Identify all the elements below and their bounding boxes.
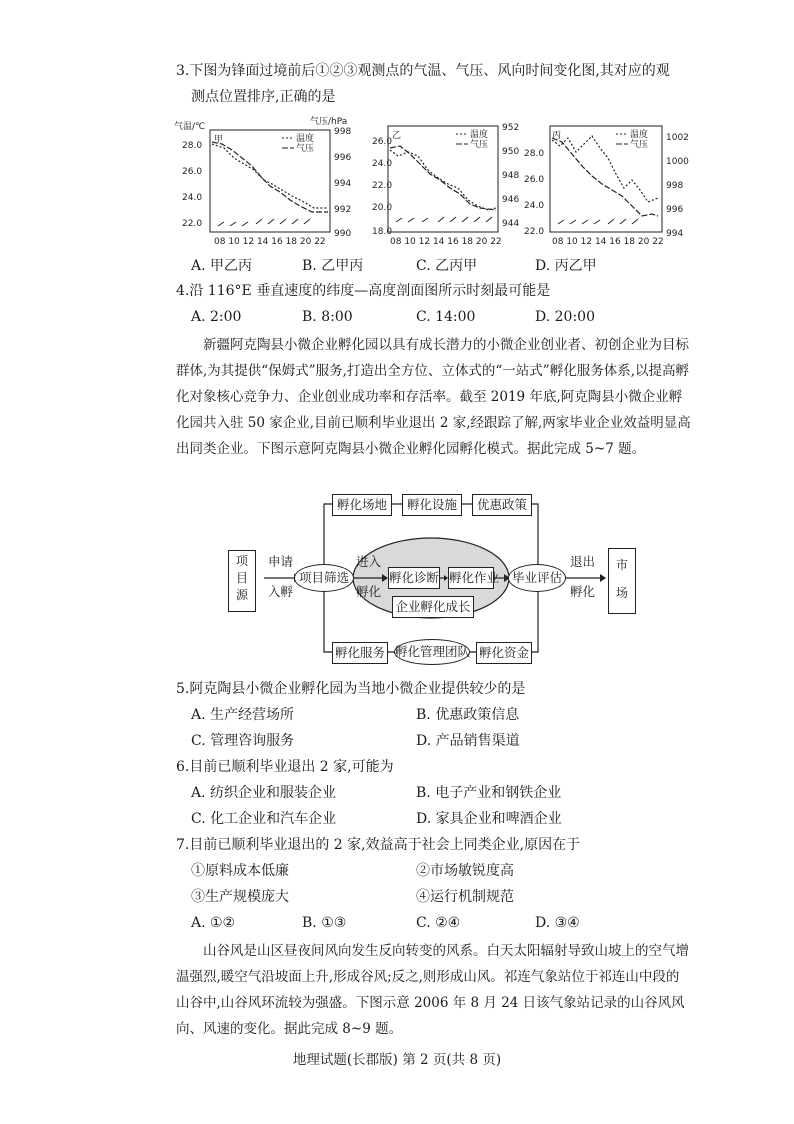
chart-bing-rt-4: 994 [666,229,684,239]
q3-option-c[interactable]: C. 乙丙甲 [416,258,478,274]
chart-yi-rt-3: 946 [502,195,520,205]
chart-bing-rt-0: 1002 [666,133,689,143]
passage-mountain-valley-wind: 山谷风是山区昼夜间风向发生反向转变的风系。白天太阳辐射导致山坡上的空气增温强烈,暖空气沿坡面上升,形成谷风;反之,则形成山风。祁连气象站位于祁连山中段的山谷中,山谷风环流较为强盛。下图示意 2006 年 8 月 24 日该气象站记录的山谷风风向、风速的变化。据此完成 8~9 题。 [176,943,689,1037]
q7-item-3: ③生产规模庞大 [191,889,289,905]
q4-option-c[interactable]: C. 14:00 [416,309,476,325]
chart-jia-xticks: 08 10 12 14 16 18 20 22 [214,237,326,247]
flow-exit-2: 孵化 [570,584,596,599]
chart-jia [172,118,372,250]
chart-yi-lt-0: 26.0 [372,137,393,147]
chart-bing-rt-1: 1000 [666,157,689,167]
chart-jia-rt-1: 996 [334,153,352,163]
chart-bing-lt-3: 22.0 [524,227,545,237]
chart-jia-panel: 甲 [214,135,224,145]
chart-jia-lt-3: 22.0 [182,219,203,229]
flow-incubation-site: 孵化场地 [332,494,392,516]
flow-apply-1: 申请 [268,554,294,569]
chart-jia-left-label: 气温/℃ [174,122,206,132]
flow-enter-2: 孵化 [356,584,382,599]
chart-yi-press-line [390,146,496,210]
chart-yi-lt-1: 24.0 [372,159,393,169]
q4-option-d[interactable]: D. 20:00 [535,309,595,325]
chart-yi [372,118,538,250]
chart-yi-rt-4: 944 [502,219,520,229]
flow-operation: 孵化作业 [448,567,494,589]
chart-yi-wind-barbs [396,217,492,222]
flow-exit-1: 退出 [570,554,596,569]
chart-bing [524,118,708,250]
flow-project-source: 项目源 [228,550,256,612]
chart-jia-lt-1: 26.0 [182,167,203,177]
chart-jia-legend-press: 气压 [296,144,315,154]
q4-stem: 4.沿 116°E 垂直速度的纬度—高度剖面图所示时刻最可能是 [176,283,551,299]
chart-jia-rt-3: 992 [334,205,352,215]
flow-market: 市场 [608,548,636,614]
chart-bing-lt-1: 26.0 [524,175,545,185]
flow-apply-2: 入孵 [268,584,294,599]
chart-bing-panel: 丙 [552,131,562,141]
q3-stem-line2: 测点位置排序,正确的是 [191,89,336,105]
q7-item-1: ①原料成本低廉 [191,863,289,879]
q6-option-a[interactable]: A. 纺织企业和服装企业 [191,785,337,801]
chart-bing-wind-barbs [558,219,638,224]
flow-enter-1: 进入 [356,554,382,569]
chart-jia-rt-2: 994 [334,179,352,189]
q5-option-c[interactable]: C. 管理咨询服务 [191,733,295,749]
q3-stem-line1: 3.下图为锋面过境前后①②③观测点的气温、气压、风向时间变化图,其对应的观 [176,63,670,79]
flow-project-screening: 项目筛选 [294,564,354,592]
chart-yi-lt-4: 18.0 [372,227,393,237]
q5-stem: 5.阿克陶县小微企业孵化园为当地小微企业提供较少的是 [176,681,526,697]
chart-yi-rt-0: 952 [502,123,520,133]
incubation-flow-diagram [228,490,638,670]
chart-jia-wind-barbs [218,219,310,226]
chart-jia-rt-0: 998 [334,127,352,137]
q7-item-4: ④运行机制规范 [416,889,514,905]
chart-yi-panel: 乙 [392,131,402,141]
q3-option-b[interactable]: B. 乙甲丙 [302,258,364,274]
flow-incubation-facilities: 孵化设施 [402,494,462,516]
chart-yi-lt-2: 22.0 [372,181,393,191]
chart-jia-rt-4: 990 [334,229,352,239]
q7-option-b[interactable]: B. ①③ [302,915,347,931]
q6-option-c[interactable]: C. 化工企业和汽车企业 [191,811,337,827]
flow-management-team: 孵化管理团队 [394,639,470,665]
q3-option-d[interactable]: D. 丙乙甲 [535,258,597,274]
q6-stem: 6.目前已顺利毕业退出 2 家,可能为 [176,759,394,775]
q7-item-2: ②市场敏锐度高 [416,863,514,879]
chart-yi-lt-3: 20.0 [372,203,393,213]
chart-bing-rt-3: 996 [666,205,684,215]
chart-jia-right-label: 气压/hPa [310,117,348,127]
chart-bing-lt-0: 28.0 [524,149,545,159]
chart-jia-legend-temp: 温度 [296,134,315,144]
chart-bing-lt-2: 24.0 [524,201,545,211]
flow-incubation-funds: 孵化资金 [476,642,532,664]
chart-bing-rt-2: 998 [666,181,684,191]
page-footer: 地理试题(长郡版) 第 2 页(共 8 页) [292,1052,502,1068]
chart-bing-xticks: 08 10 12 14 16 18 20 22 [552,237,664,247]
chart-bing-legend-temp: 温度 [630,130,649,140]
q4-option-b[interactable]: B. 8:00 [302,309,353,325]
q7-option-d[interactable]: D. ③④ [535,915,580,931]
flow-diagnosis: 孵化诊断 [388,567,440,589]
passage-incubator: 新疆阿克陶县小微企业孵化园以具有成长潜力的小微企业创业者、初创企业为目标群体,为其提供“保姆式”服务,打造出全方位、立体式的“一站式”孵化服务体系,以提高孵化对象核心竞争力、企业创业成功率和存活率。截至 2019 年底,阿克陶县小微企业孵化园共入驻 50 家企业,目前已顺利毕业退出 2 家,经跟踪了解,两家毕业企业效益明显高出同类企业。下图示意阿克陶县小微企业孵化园孵化模式。据此完成 5~7 题。 [176,337,691,457]
chart-yi-rt-2: 948 [502,171,520,181]
flow-graduation-evaluation: 毕业评估 [508,564,566,592]
q3-option-a[interactable]: A. 甲乙丙 [191,258,253,274]
q5-option-b[interactable]: B. 优惠政策信息 [416,707,520,723]
q7-option-a[interactable]: A. ①② [191,915,236,931]
q4-option-a[interactable]: A. 2:00 [191,309,242,325]
q7-option-c[interactable]: C. ②④ [416,915,461,931]
chart-yi-rt-1: 950 [502,147,520,157]
chart-yi-legend-press: 气压 [470,140,489,150]
q7-stem: 7.目前已顺利毕业退出的 2 家,效益高于社会上同类企业,原因在于 [176,837,581,853]
chart-bing-legend-press: 气压 [630,140,649,150]
q5-option-d[interactable]: D. 产品销售渠道 [416,733,520,749]
chart-yi-legend-temp: 温度 [470,130,489,140]
q6-option-b[interactable]: B. 电子产业和钢铁企业 [416,785,562,801]
q6-option-d[interactable]: D. 家具企业和啤酒企业 [416,811,562,827]
chart-jia-lt-0: 28.0 [182,141,203,151]
chart-yi-xticks: 08 10 12 14 16 18 20 22 [390,237,502,247]
q5-option-a[interactable]: A. 生产经营场所 [191,707,295,723]
flow-incubation-service: 孵化服务 [332,642,388,664]
flow-growth: 企业孵化成长 [392,596,474,618]
chart-yi-temp-line [390,150,496,210]
chart-jia-lt-2: 24.0 [182,193,203,203]
flow-preferential-policy: 优惠政策 [472,494,532,516]
